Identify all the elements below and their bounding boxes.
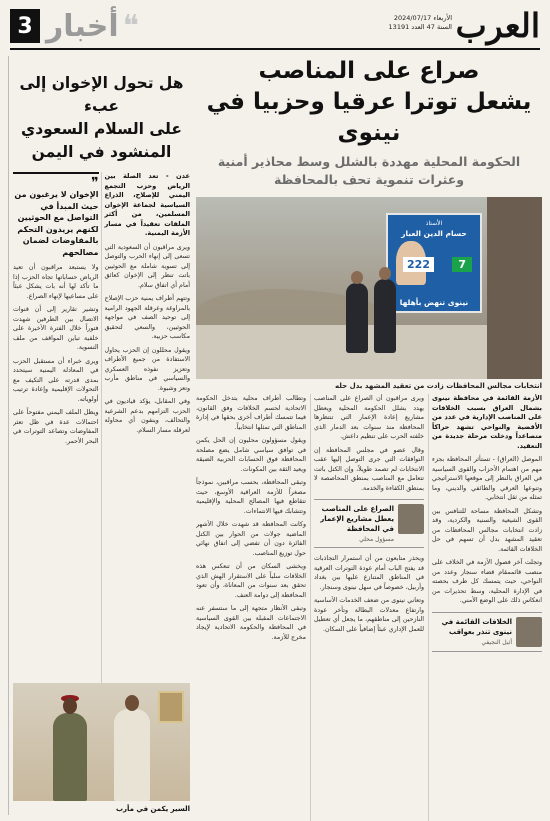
billboard-candidate-number: 7 [452, 257, 472, 272]
quote-text: الصراع على المناصب يعطل مشاريع الإعمار في المحافظة [320, 505, 394, 533]
side-story [8, 56, 190, 815]
quote-portrait [516, 617, 542, 647]
quote-box-content [432, 617, 512, 646]
main-story [196, 56, 542, 815]
pedestrian-head [379, 267, 391, 280]
main-paragraph: وتبقى المحافظة، بحسب مراقبين، نموذجاً مصغراً للأزمة العراقية الأوسع، حيث تتقاطع فيها المصالح المحلية والإقليمية وتتشابك فيها الانتماءات. [196, 479, 306, 515]
figure-head [125, 695, 139, 711]
masthead [10, 6, 540, 50]
quote-box [432, 612, 542, 652]
issue-date: الأربعاء 2024/07/17 [393, 14, 452, 22]
main-headline [196, 56, 542, 149]
main-paragraph: ويرى مراقبون أن الصراع على المناصب يهدد بشلل الحكومة المحلية ويعطل مشاريع إعادة الإعمار التي تنتظرها المحافظة منذ سنوات بعد الدمار الذي خلفته الحرب على تنظيم داعش. [314, 395, 424, 440]
billboard-candidate-name: حسام الدين العبار [401, 229, 467, 238]
side-headline-line1: هل تحول الإخوان إلى عبء [19, 74, 184, 115]
issue-info [389, 14, 452, 32]
side-photo-caption: السير يكمن في مأرب [115, 805, 190, 813]
main-deck [196, 153, 542, 189]
side-paragraph: ويرى مراقبون أن السعودية التي تسعى إلى إنهاء الحرب والتوصل إلى تسوية شاملة مع الحوثيين باتت تنظر إلى الإخوان كعائق أمام أي اتفاق سلام. [104, 243, 190, 289]
side-paragraph: عدن - تعد الصلة بين الرياض وحزب التجمع اليمني للإصلاح، الذراع السياسية لجماعة الإخوان المسلمين، من أكثر الملفات تعقيداً في مسار الأزمة اليمنية. [104, 172, 190, 237]
main-paragraph: وقال عضو في مجلس المحافظة إن التوافقات التي جرى التوصل إليها عقب الانتخابات لم تصمد طويلاً، وإن الكتل باتت تتعامل مع المناصب بمنطق المحاصصة لا بمنطق الكفاءة والخدمة. [314, 446, 424, 492]
main-paragraph: ويقول مسؤولون محليون إن الحل يكمن في توافق سياسي شامل يضع مصلحة المحافظة فوق الحسابات الحزبية الضيقة ويعيد الثقة بين المكونات. [196, 437, 306, 473]
quote-box-head [432, 617, 542, 647]
side-paragraph: ولا يستبعد مراقبون أن تعيد الرياض حساباتها تجاه الحزب إذا ما تأكد لها أنه بات يشكل عبئاً على مساعيها لإنهاء الصراع. [13, 264, 99, 300]
quote-author: أثيل النجيفي [481, 638, 512, 646]
pedestrian-head [351, 271, 363, 284]
quote-mark-icon: ❞ [90, 175, 99, 191]
main-paragraph: وتبقى الأنظار متجهة إلى ما ستسفر عنه الاجتماعات المقبلة بين القوى السياسية في المحافظة والحكومة الاتحادية لإيجاد مخرج للأزمة. [196, 605, 306, 641]
pedestrian-figure [374, 279, 396, 353]
billboard-title: الأستاذ [425, 220, 443, 227]
side-paragraph: ويظل الملف اليمني مفتوحاً على احتمالات عدة في ظل تعثر المفاوضات وتصاعد التوترات في البحر الأحمر. [13, 409, 99, 445]
quote-mark-icon: ❝ [122, 8, 139, 44]
main-paragraph: وكانت المحافظة قد شهدت خلال الأشهر الماضية جولات من الحوار بين الكتل الفائزة دون أن تفضي إلى اتفاق نهائي حول توزيع المناصب. [196, 521, 306, 557]
main-paragraph: الموصل (العراق) - تستأثر المحافظة بجزء مهم من اهتمام الأحزاب والقوى السياسية في العراق بالنظر إلى موقعها الاستراتيجي وتنوعها العرقي والطائفي والديني، وما تمثله من ثقل انتخابي. [432, 456, 542, 501]
main-paragraph: ويخشى السكان من أن تنعكس هذه الخلافات سلباً على الاستقرار الهش الذي تحقق بعد سنوات من المعاناة، وأن تعود المحافظة إلى دوامة العنف. [196, 563, 306, 599]
man-in-white-figure [114, 709, 150, 801]
side-photo [13, 683, 190, 801]
quote-box-content [314, 504, 394, 543]
main-paragraph: ويحذر متابعون من أن استمرار التجاذبات قد يفتح الباب أمام عودة التوترات العرقية في المناطق المتنازع عليها بين بغداد وأربيل، خصوصاً في سهل نينوى وسنجار. [314, 555, 424, 591]
newspaper-logo: العرب [455, 6, 540, 45]
quote-box [314, 499, 424, 548]
quote-author: مسؤول محلي [359, 536, 394, 543]
figure-head [63, 698, 77, 714]
main-deck-line2: وعثرات تنموية تحف بالمحافظة [273, 172, 465, 187]
main-photo-caption: انتخابات مجالس المحافظات زادت من تعقيد المشهد بدل حله [335, 382, 542, 390]
side-headline [13, 72, 190, 164]
soldier-figure [53, 713, 87, 801]
side-paragraph: ويقول محللون إن الحزب يحاول الاستفادة من جميع الأطراف وتعزيز نفوذه العسكري والسياسي في مناطق مأرب وتعز وشبوة. [104, 346, 190, 392]
main-paragraph: وتطالب أطراف محلية بتدخل الحكومة الاتحادية لحسم الخلافات وفق القانون، فيما تتمسك أطراف أخرى بحقها في إدارة المناطق التي تمثلها انتخابياً. [196, 395, 306, 431]
side-headline-line2: على السلام السعودي [21, 120, 182, 138]
section-header [10, 6, 139, 46]
section-label: أخبار [46, 8, 119, 44]
main-photo [196, 197, 542, 379]
main-story-body [196, 394, 542, 821]
side-paragraph: وتشير تقارير إلى أن قنوات الاتصال بين الطرفين شهدت فتوراً خلال الفترة الأخيرة على خلفية تباين المواقف من ملف التسوية. [13, 306, 99, 351]
pedestrian-figure [346, 283, 368, 353]
quote-box-head [314, 504, 424, 543]
main-headline-line1: صراع على المناصب [258, 58, 480, 84]
issue-number: السنة 47 العدد 13191 [388, 23, 452, 31]
pullquote-text: الإخوان لا يرغبون من حيث المبدأ في التواصل مع الحوثيين لكنهم يريدون التحكم بالمفاوضات لضمان مصالحهم [14, 190, 99, 257]
side-paragraph: وفي المقابل، يؤكد قياديون في الحزب التزامهم بدعم الشرعية والتحالف، وينفون أي محاولة لعرقلة مسار السلام. [104, 398, 190, 434]
side-paragraph: ويرى خبراء أن مستقبل الحزب في المعادلة اليمنية سيتحدد بمدى قدرته على التكيف مع التحولات الإقليمية وإعادة ترتيب أولوياته. [13, 357, 99, 403]
quote-portrait [398, 504, 424, 534]
damaged-wall [487, 197, 542, 379]
side-paragraph: وتتهم أطراف يمنية حزب الإصلاح بالمراوغة وعرقلة الجهود الرامية إلى توحيد الصف في مواجهة الحوثيين، والسعي لتحقيق مكاسب حزبية. [104, 295, 190, 340]
quote-text: الخلافات القائمة في نينوى تنذر بعواقب [441, 617, 512, 636]
page-number: 3 [10, 9, 40, 43]
billboard-list-number: 222 [403, 257, 434, 272]
main-paragraph: وتعاني نينوى من ضعف الخدمات الأساسية وارتفاع معدلات البطالة وتأخر عودة النازحين إلى مناطقهم، ما يجعل أي تعطيل للعمل الإداري عبئاً إضافياً على السكان. [314, 597, 424, 633]
side-story-body [13, 172, 190, 760]
main-paragraph: وتجلت آخر فصول الأزمة في الخلاف على منصب قائممقام قضاء سنجار وعدد من النواحي، حيث يتمسك كل طرف بحصته في الإدارة المحلية، وسط تحذيرات من انعكاس ذلك على الوضع الأمني. [432, 559, 542, 604]
side-headline-line3: المنشود في اليمن [31, 143, 172, 161]
billboard-slogan: نينوى تنهض بأهلها [399, 298, 469, 307]
pullquote [13, 172, 99, 258]
main-paragraph: وتشكل المحافظة مساحة للتنافس بين القوى الشيعية والسنية والكردية، وقد زادت انتخابات مجالس المحافظات من تعقيد المشهد بدل أن تسهم في حل الخلافات القائمة. [432, 507, 542, 553]
main-headline-line2: يشعل توترا عرقيا وحزبيا في نينوى [206, 89, 532, 146]
election-billboard [386, 213, 482, 313]
main-paragraph: الأزمة القائمة في محافظة نينوى بشمال العراق بسبب الخلافات على المناصب الإدارية في عدد من الأقضية والنواحي تشهد حراكاً متصاعداً ودخلت مرحلة جديدة من التعقيد. [432, 394, 542, 450]
wall-frame [158, 691, 184, 723]
main-deck-line1: الحكومة المحلية مهددة بالشلل وسط محاذير أمنية [217, 154, 521, 169]
